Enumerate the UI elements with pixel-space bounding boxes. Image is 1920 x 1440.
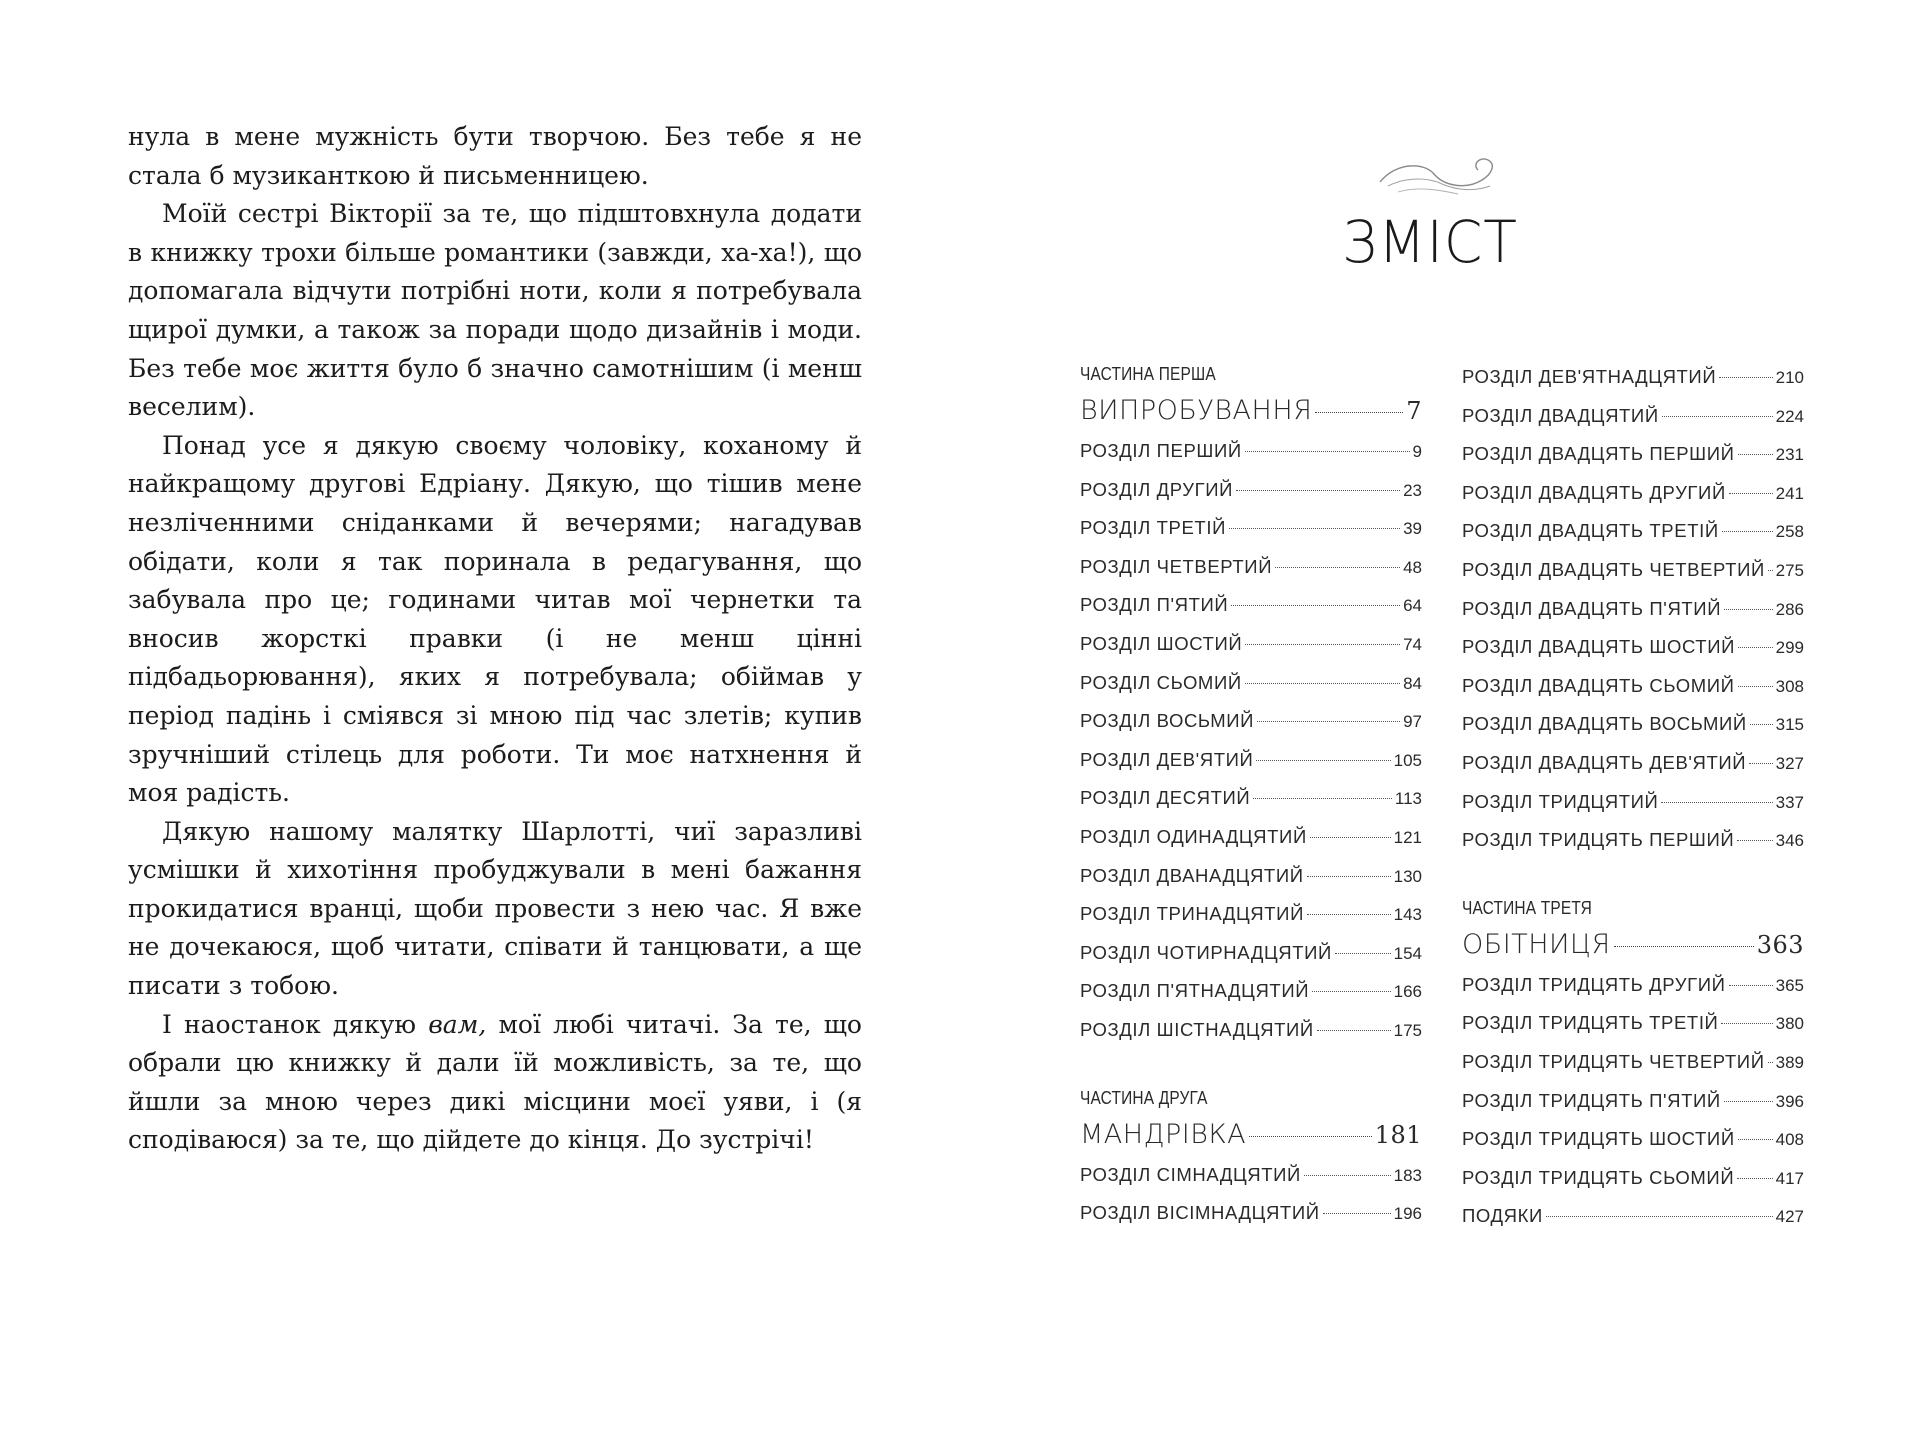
chapter-title: ПОДЯКИ <box>1462 1205 1543 1227</box>
paragraph: Понад усе я дякую своєму чоловіку, коханому й найкращому другові Едріану. Дякую, що тішив мене незліченними сніданками й вечерями; нагадував обідати, коли я так поринала в редагування, що забувала про це; годинами читав мої чернетки та вносив жорсткі правки (і не менш цінні підбадьорювання), яких я потребувала; обіймав у період падінь і сміявся зі мною під час злетів; купив зручніший стілець для роботи. Ти моє натхнення й моя радість. <box>128 430 862 808</box>
page-number: 166 <box>1393 982 1422 1002</box>
toc-entry[interactable] <box>1462 783 1804 822</box>
chapter-title: РОЗДІЛ ТРИДЦЯТЬ ТРЕТІЙ <box>1462 1012 1719 1034</box>
chapter-title: РОЗДІЛ ДВАДЦЯТЬ ТРЕТІЙ <box>1462 520 1719 542</box>
chapter-title: РОЗДІЛ ТРИДЦЯТЬ СЬОМИЙ <box>1462 1166 1735 1188</box>
paragraph: Дякую нашому малятку Шарлотті, чиї заразливі усмішки й хихотіння пробуджували в мені бажання прокидатися вранці, щоби провести з нею час. Я вже не дочекаюся, щоб читати, співати й танцювати, а ще писати з тобою. <box>128 816 862 1001</box>
paragraph-text-before: І наостанок дякую <box>162 1009 429 1039</box>
part-title-entry[interactable] <box>1462 924 1804 966</box>
dot-leader <box>1768 1062 1773 1063</box>
chapter-title: РОЗДІЛ П'ЯТНАДЦЯТИЙ <box>1080 980 1310 1002</box>
part-title: ВИПРОБУВАННЯ <box>1080 395 1313 426</box>
toc-entry[interactable] <box>1462 1120 1804 1159</box>
dot-leader <box>1737 840 1772 841</box>
toc-title: ЗМІСТ <box>1342 208 1518 276</box>
part-label: ЧАСТИНА ПЕРША <box>1080 364 1216 384</box>
dot-leader <box>1662 416 1773 417</box>
dot-leader <box>1317 1030 1391 1031</box>
chapter-title: РОЗДІЛ ТРИДЦЯТЬ ЧЕТВЕРТИЙ <box>1462 1050 1765 1072</box>
page-number: 196 <box>1393 1204 1422 1224</box>
part-title: ОБІТНИЦЯ <box>1462 928 1611 960</box>
dot-leader <box>1245 451 1410 452</box>
page-number: 143 <box>1393 905 1422 925</box>
chapter-title: РОЗДІЛ ВОСЬМИЙ <box>1080 710 1255 732</box>
page-number: 389 <box>1775 1052 1804 1072</box>
dot-leader <box>1750 724 1773 725</box>
chapter-title: РОЗДІЛ ЧЕТВЕРТИЙ <box>1080 555 1273 577</box>
chapter-title: РОЗДІЛ ТРИДЦЯТЬ ПЕРШИЙ <box>1462 829 1735 851</box>
page-number: 181 <box>1374 1120 1422 1149</box>
dot-leader <box>1275 567 1400 568</box>
chapter-title: РОЗДІЛ ДВАДЦЯТЬ СЬОМИЙ <box>1462 674 1735 696</box>
chapter-title: РОЗДІЛ П'ЯТИЙ <box>1080 594 1229 616</box>
chapter-title: РОЗДІЛ ТРИДЦЯТЬ П'ЯТИЙ <box>1462 1089 1721 1111</box>
page-number: 48 <box>1403 557 1422 577</box>
toc-entry[interactable] <box>1462 628 1804 667</box>
toc-entry[interactable] <box>1080 586 1422 625</box>
page-number: 299 <box>1775 638 1804 658</box>
toc-entry[interactable] <box>1080 664 1422 703</box>
page-number: 363 <box>1756 930 1804 959</box>
toc-entry[interactable] <box>1462 966 1804 1005</box>
chapter-title: РОЗДІЛ ТРЕТІЙ <box>1080 517 1226 539</box>
chapter-title: РОЗДІЛ ДВАДЦЯТЬ ЧЕТВЕРТИЙ <box>1462 558 1765 580</box>
chapter-title: РОЗДІЛ ТРИДЦЯТЬ ШОСТИЙ <box>1462 1128 1735 1150</box>
page-number: 365 <box>1775 975 1804 995</box>
toc-entry[interactable] <box>1080 934 1422 973</box>
page-number: 210 <box>1775 368 1804 387</box>
toc-entry[interactable] <box>1462 435 1804 474</box>
chapter-title: РОЗДІЛ ДРУГИЙ <box>1080 478 1234 500</box>
chapter-title: РОЗДІЛ ЧОТИРНАДЦЯТИЙ <box>1080 941 1332 963</box>
page-number: 154 <box>1393 943 1422 963</box>
paragraph: нула в мене мужність бути творчою. Без тебе я не стала б музиканткою й письменницею. <box>128 122 862 190</box>
toc-entry[interactable] <box>1462 1159 1804 1198</box>
chapter-title: РОЗДІЛ ДВАДЦЯТЬ ПЕРШИЙ <box>1462 443 1735 465</box>
dot-leader <box>1323 1213 1391 1214</box>
chapter-title: РОЗДІЛ ДВАДЦЯТИЙ <box>1462 404 1659 426</box>
chapter-title: РОЗДІЛ ДЕСЯТИЙ <box>1080 787 1251 809</box>
chapter-title: РОЗДІЛ ТРИДЦЯТИЙ <box>1462 790 1659 812</box>
chapter-title: РОЗДІЛ ПЕРШИЙ <box>1080 440 1242 461</box>
dot-leader <box>1661 802 1772 803</box>
dot-leader <box>1229 528 1400 529</box>
chapter-title: РОЗДІЛ ДЕВ'ЯТИЙ <box>1080 748 1254 770</box>
toc-entry[interactable] <box>1462 667 1804 706</box>
toc-entry[interactable] <box>1080 1156 1422 1195</box>
dot-leader <box>1307 876 1391 877</box>
dot-leader <box>1738 686 1773 687</box>
toc-entry[interactable] <box>1462 821 1804 860</box>
page-number: 183 <box>1393 1165 1422 1185</box>
toc-column-left <box>1080 358 1422 1233</box>
toc-entry[interactable] <box>1080 548 1422 587</box>
toc-entry[interactable] <box>1462 358 1804 397</box>
toc-entry[interactable] <box>1080 1194 1422 1233</box>
chapter-title: РОЗДІЛ ШОСТИЙ <box>1080 632 1243 654</box>
chapter-title: РОЗДІЛ ДВАДЦЯТЬ П'ЯТИЙ <box>1462 597 1722 619</box>
dot-leader <box>1738 647 1773 648</box>
page-number: 64 <box>1403 596 1422 616</box>
page-number: 427 <box>1775 1207 1804 1227</box>
page-number: 380 <box>1775 1014 1804 1034</box>
page-number: 346 <box>1775 831 1804 851</box>
dot-leader <box>1738 1139 1773 1140</box>
dot-leader <box>1236 490 1400 491</box>
toc-entry[interactable] <box>1080 432 1422 471</box>
part-title-entry[interactable] <box>1080 390 1422 432</box>
page-number: 74 <box>1403 634 1422 654</box>
page-number: 84 <box>1403 673 1422 693</box>
toc-entry[interactable] <box>1080 1011 1422 1050</box>
dot-leader <box>1231 605 1400 606</box>
chapter-title: РОЗДІЛ ДЕВ'ЯТНАДЦЯТИЙ <box>1462 366 1717 387</box>
page-number: 231 <box>1775 445 1804 465</box>
dot-leader <box>1310 837 1391 838</box>
toc-entry[interactable] <box>1080 702 1422 741</box>
page-number: 315 <box>1775 715 1804 735</box>
spacer <box>1462 860 1804 892</box>
dot-leader <box>1312 991 1391 992</box>
part-title-entry[interactable] <box>1080 1114 1422 1156</box>
toc-entry[interactable] <box>1462 512 1804 551</box>
page-number: 286 <box>1775 599 1804 619</box>
part-title: МАНДРІВКА <box>1080 1118 1247 1150</box>
page-number: 337 <box>1775 792 1804 812</box>
dot-leader <box>1249 1136 1372 1137</box>
page-number: 224 <box>1775 406 1804 426</box>
dot-leader <box>1335 953 1391 954</box>
toc-entry[interactable] <box>1462 551 1804 590</box>
page-number: 275 <box>1775 560 1804 580</box>
page-number: 241 <box>1775 483 1804 503</box>
dot-leader <box>1256 760 1390 761</box>
dot-leader <box>1749 763 1772 764</box>
dot-leader <box>1245 644 1400 645</box>
page-number: 121 <box>1393 827 1422 847</box>
chapter-title: РОЗДІЛ ШІСТНАДЦЯТИЙ <box>1080 1018 1314 1040</box>
toc-entry[interactable] <box>1462 397 1804 436</box>
chapter-title: РОЗДІЛ ДВАДЦЯТЬ ДРУГИЙ <box>1462 481 1726 503</box>
page-number: 105 <box>1393 750 1422 770</box>
page-number: 97 <box>1403 712 1422 732</box>
toc-column-right <box>1462 358 1804 1236</box>
paragraph-text-after: мої любі читачі. За те, що обрали цю книжку й дали їй можливість, за те, що йшли за мною через дикі місцини моєї уяви, і (я сподіваюся) за те, що дійдете до кінця. До зустрічі! <box>128 1009 862 1155</box>
toc-entry[interactable] <box>1080 625 1422 664</box>
dot-leader <box>1304 1175 1391 1176</box>
chapter-title: РОЗДІЛ СЬОМИЙ <box>1080 671 1242 693</box>
dot-leader <box>1737 1178 1772 1179</box>
dot-leader <box>1245 683 1400 684</box>
part-label: ЧАСТИНА ДРУГА <box>1080 1087 1208 1108</box>
chapter-title: РОЗДІЛ ТРИНАДЦЯТИЙ <box>1080 903 1304 925</box>
toc-entry[interactable] <box>1080 741 1422 780</box>
emphasis-text: вам, <box>428 1009 487 1039</box>
toc-entry[interactable] <box>1080 779 1422 818</box>
dot-leader <box>1722 531 1773 532</box>
paragraph-last <box>128 1006 862 1160</box>
page-number: 417 <box>1775 1168 1804 1188</box>
dot-leader <box>1724 1101 1773 1102</box>
toc-entry[interactable] <box>1080 895 1422 934</box>
dot-leader <box>1253 798 1392 799</box>
chapter-title: РОЗДІЛ ДВАДЦЯТЬ ШОСТИЙ <box>1462 636 1735 658</box>
toc-entry[interactable] <box>1080 972 1422 1011</box>
chapter-title: РОЗДІЛ ДВАНАДЦЯТИЙ <box>1080 864 1304 886</box>
page-number: 130 <box>1393 866 1422 886</box>
toc-entry[interactable] <box>1080 509 1422 548</box>
toc-entry[interactable] <box>1080 857 1422 896</box>
chapter-title: РОЗДІЛ ТРИДЦЯТЬ ДРУГИЙ <box>1462 973 1726 995</box>
chapter-title: РОЗДІЛ ВІСІМНАДЦЯТИЙ <box>1080 1202 1320 1224</box>
toc-entry[interactable] <box>1462 1082 1804 1121</box>
dot-leader <box>1257 721 1400 722</box>
toc-entry[interactable] <box>1462 744 1804 783</box>
chapter-title: РОЗДІЛ СІМНАДЦЯТИЙ <box>1080 1163 1301 1185</box>
chapter-title: РОЗДІЛ ДВАДЦЯТЬ ДЕВ'ЯТИЙ <box>1462 751 1747 773</box>
dot-leader <box>1729 493 1773 494</box>
toc-entry[interactable] <box>1080 818 1422 857</box>
toc-entry[interactable] <box>1462 474 1804 513</box>
page-number: 408 <box>1775 1130 1804 1150</box>
flourish-ornament-icon <box>1378 152 1500 204</box>
dot-leader <box>1315 412 1403 413</box>
chapter-title: РОЗДІЛ ОДИНАДЦЯТИЙ <box>1080 825 1307 847</box>
dot-leader <box>1724 609 1773 610</box>
page-number: 9 <box>1412 442 1422 461</box>
dot-leader <box>1768 570 1773 571</box>
toc-entry[interactable] <box>1462 1197 1804 1236</box>
part-label: ЧАСТИНА ТРЕТЯ <box>1462 897 1592 918</box>
page-number: 39 <box>1403 519 1422 539</box>
acknowledgements-page <box>128 118 862 1160</box>
page-number: 7 <box>1406 397 1422 425</box>
page-number: 175 <box>1393 1020 1422 1040</box>
dot-leader <box>1738 454 1773 455</box>
toc-entry[interactable] <box>1080 471 1422 510</box>
spacer <box>1080 1050 1422 1082</box>
toc-entry[interactable] <box>1462 590 1804 629</box>
toc-entry[interactable] <box>1462 705 1804 744</box>
page-number: 396 <box>1775 1091 1804 1111</box>
dot-leader <box>1719 377 1772 378</box>
toc-entry[interactable] <box>1462 1043 1804 1082</box>
page-number: 23 <box>1403 480 1422 500</box>
dot-leader <box>1729 985 1773 986</box>
dot-leader <box>1614 946 1754 947</box>
page-number: 308 <box>1775 676 1804 696</box>
dot-leader <box>1307 914 1391 915</box>
toc-entry[interactable] <box>1462 1004 1804 1043</box>
page-number: 258 <box>1775 522 1804 542</box>
dot-leader <box>1721 1023 1772 1024</box>
dot-leader <box>1546 1216 1773 1217</box>
page-number: 113 <box>1394 789 1422 809</box>
page-number: 327 <box>1775 753 1804 773</box>
paragraph: Моїй сестрі Вікторії за те, що підштовхнула додати в книжку трохи більше романтики (завжди, ха-ха!), що допомагала відчути потрібні ноти, коли я потребувала щирої думки, а також за поради щодо дизайнів і моди. Без тебе моє життя було б значно самотнішим (і менш веселим). <box>128 199 862 422</box>
chapter-title: РОЗДІЛ ДВАДЦЯТЬ ВОСЬМИЙ <box>1462 713 1747 735</box>
